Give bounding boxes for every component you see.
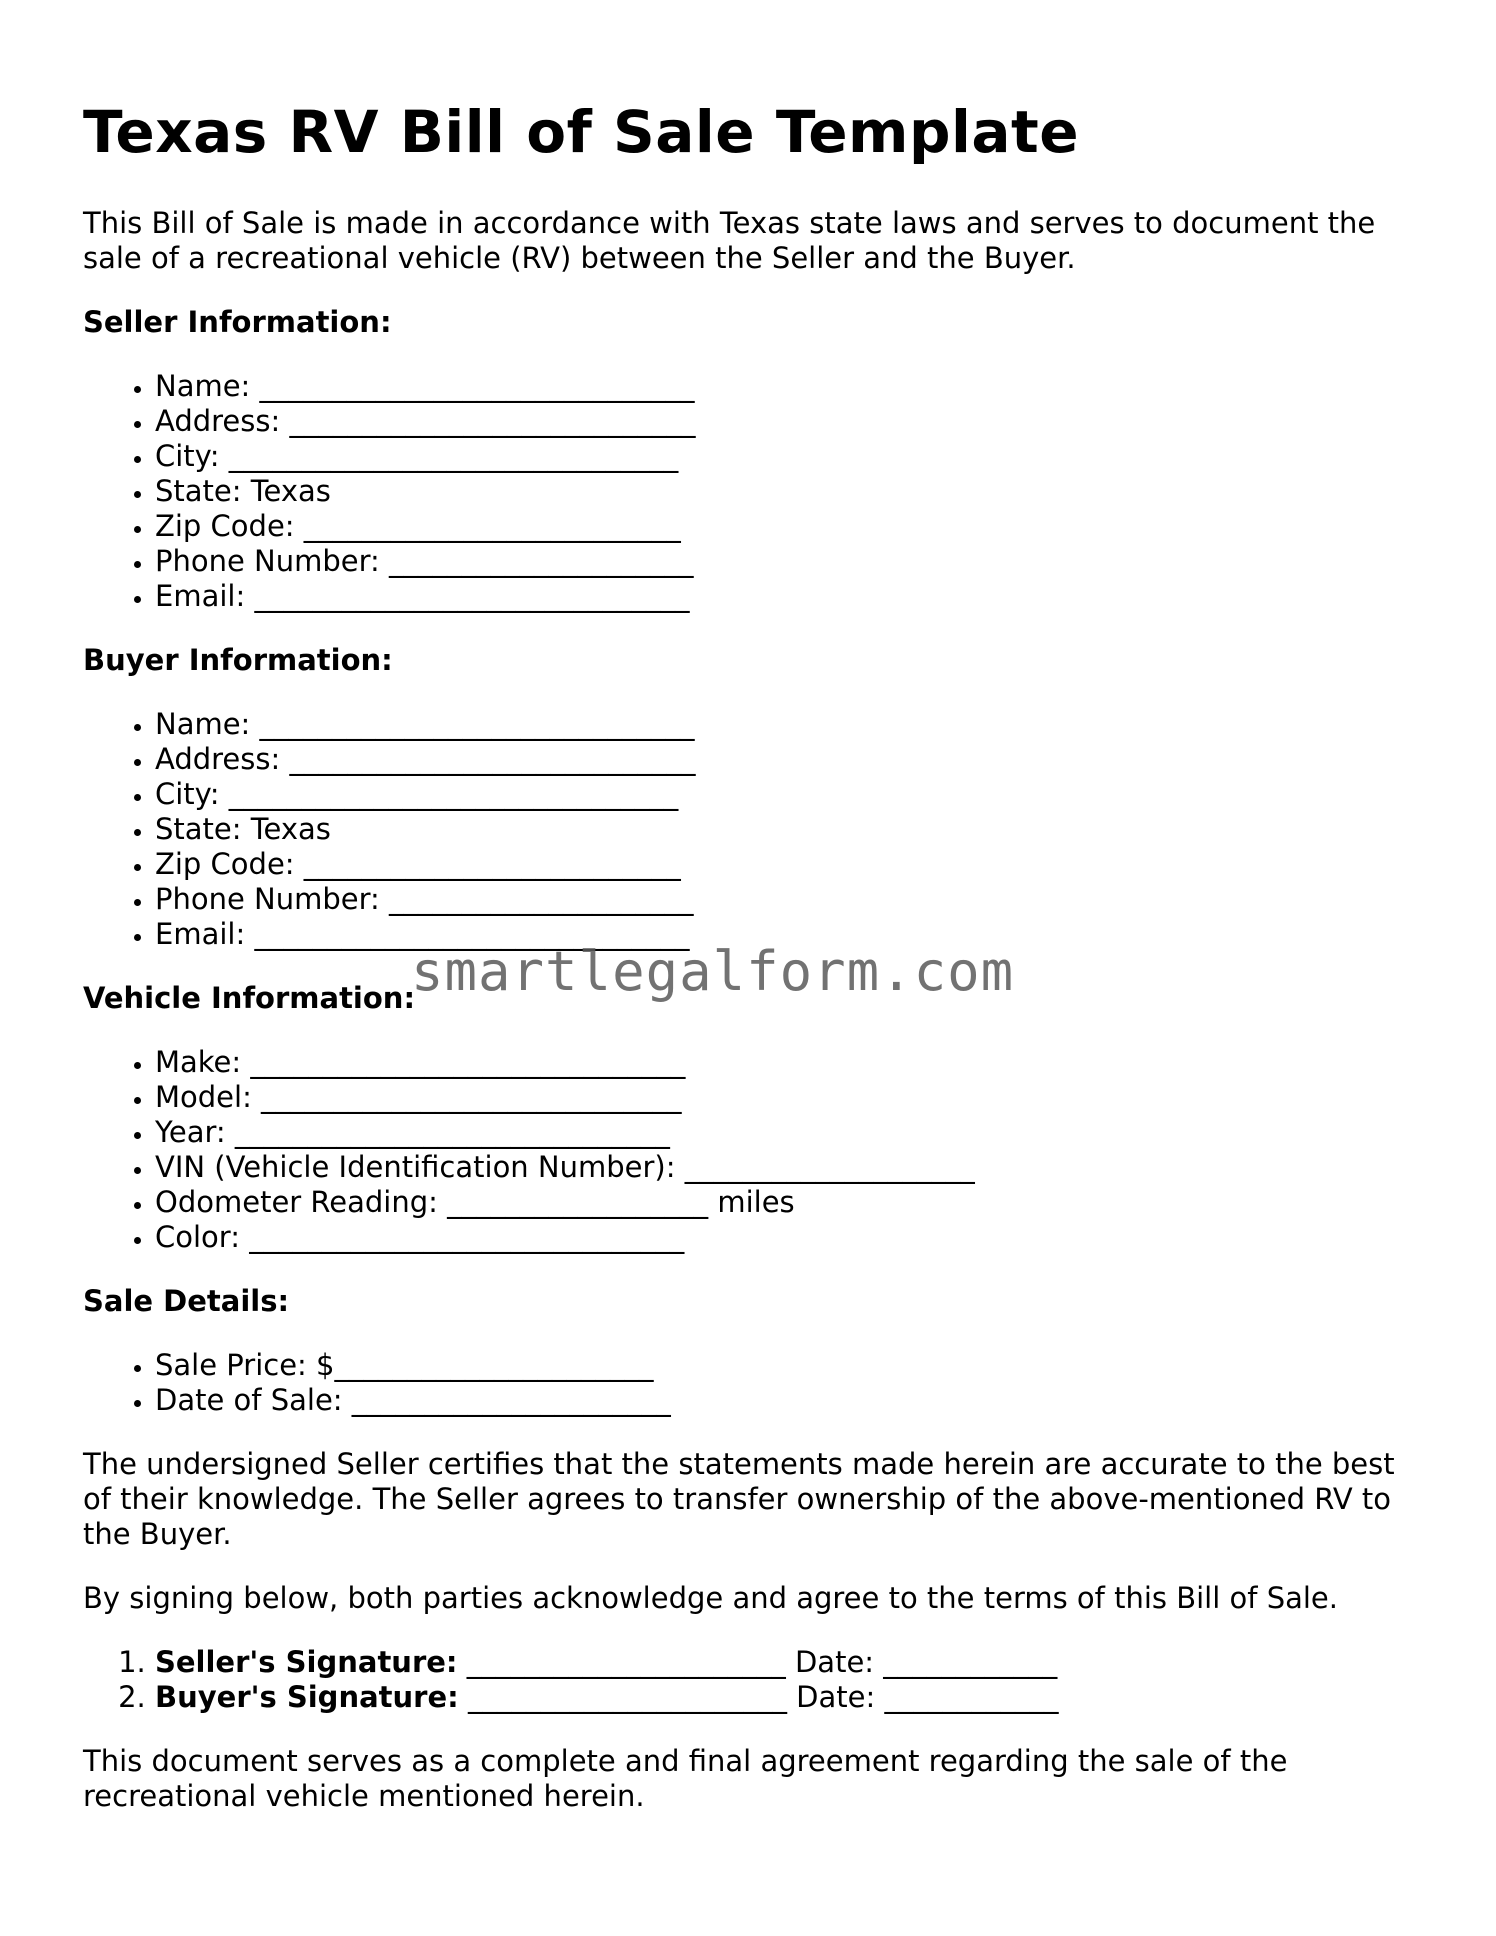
certification-paragraph: The undersigned Seller certifies that the statements made herein are accurate to the best of their knowledge. The Seller agrees to transfer ownership of the above-mentioned RV to the Buyer. xyxy=(83,1446,1395,1551)
buyer-signature-blank: ______________________ Date: ____________ xyxy=(458,1679,1059,1714)
buyer-name-field: • Name: ______________________________ xyxy=(155,707,1423,742)
vehicle-color-field: • Color: ______________________________ xyxy=(155,1220,1423,1255)
vehicle-list xyxy=(83,1045,1423,1255)
acknowledge-paragraph: By signing below, both parties acknowledge and agree to the terms of this Bill of Sale. xyxy=(83,1580,1338,1615)
buyer-address-field: • Address: ____________________________ xyxy=(155,742,1423,777)
seller-name-field: • Name: ______________________________ xyxy=(155,369,1423,404)
sale-heading: Sale Details: xyxy=(83,1283,290,1318)
seller-address-field: • Address: ____________________________ xyxy=(155,404,1423,439)
seller-signature-blank: ______________________ Date: ____________ xyxy=(457,1644,1058,1679)
seller-heading: Seller Information: xyxy=(83,304,392,339)
seller-list xyxy=(83,369,1423,614)
seller-zip-field: • Zip Code: __________________________ xyxy=(155,509,1423,544)
buyer-signature-label: Buyer's Signature: xyxy=(155,1679,459,1714)
intro-paragraph: This Bill of Sale is made in accordance with Texas state laws and serves to document the sale of a recreational vehicle (RV) between the Seller and the Buyer. xyxy=(83,205,1376,275)
sale-list xyxy=(83,1348,1423,1418)
vehicle-model-field: • Model: _____________________________ xyxy=(155,1080,1423,1115)
buyer-signature-line xyxy=(155,1680,1423,1715)
closing-paragraph: This document serves as a complete and final agreement regarding the sale of the recreational vehicle mentioned herein. xyxy=(83,1743,1288,1813)
buyer-city-field: • City: _______________________________ xyxy=(155,777,1423,812)
seller-email-field: • Email: ______________________________ xyxy=(155,579,1423,614)
buyer-email-field: • Email: ______________________________ xyxy=(155,917,1423,952)
sale-price-field: • Sale Price: $______________________ xyxy=(155,1348,1423,1383)
vehicle-heading: Vehicle Information: xyxy=(83,980,416,1015)
buyer-phone-field: • Phone Number: _____________________ xyxy=(155,882,1423,917)
seller-signature-line xyxy=(155,1645,1423,1680)
buyer-list xyxy=(83,707,1423,952)
vehicle-year-field: • Year: ______________________________ xyxy=(155,1115,1423,1150)
seller-signature-label: Seller's Signature: xyxy=(155,1644,458,1679)
seller-state-field: • State: Texas xyxy=(155,474,1423,509)
vehicle-vin-field: • VIN (Vehicle Identification Number): ____________________ xyxy=(155,1150,1423,1185)
buyer-zip-field: • Zip Code: __________________________ xyxy=(155,847,1423,882)
sale-date-field: • Date of Sale: ______________________ xyxy=(155,1383,1423,1418)
watermark-text: smartlegalform.com xyxy=(411,940,1015,1003)
signature-list xyxy=(83,1645,1423,1715)
buyer-state-field: • State: Texas xyxy=(155,812,1423,847)
seller-phone-field: • Phone Number: _____________________ xyxy=(155,544,1423,579)
seller-city-field: • City: _______________________________ xyxy=(155,439,1423,474)
buyer-heading: Buyer Information: xyxy=(83,642,393,677)
vehicle-make-field: • Make: ______________________________ xyxy=(155,1045,1423,1080)
vehicle-odometer-field: • Odometer Reading: __________________ miles xyxy=(155,1185,1423,1220)
page-title: Texas RV Bill of Sale Template xyxy=(83,98,1080,166)
